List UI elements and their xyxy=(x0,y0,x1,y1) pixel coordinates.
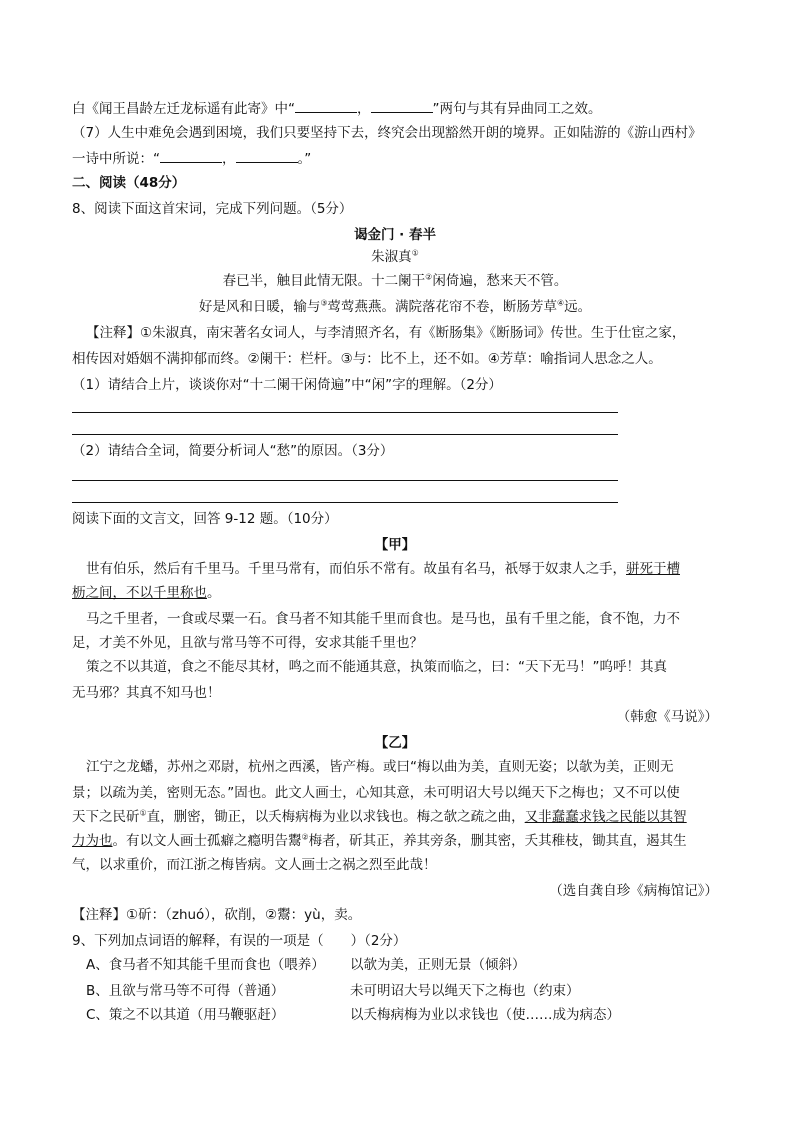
passage-jia-line: 策之不以其道，食之不能尽其材，鸣之而不能通其意，执策而临之，曰：“天下无马！”呜呼！其真 xyxy=(86,659,667,675)
question-8-intro: 8、阅读下面这首宋词，完成下列问题。（5分） xyxy=(72,201,353,217)
passage-yi-line: 江宁之龙蟠，苏州之邓尉，杭州之西溪，皆产梅。或曰“梅以曲为美，直则无姿；以欹为美，正则无 xyxy=(86,759,674,775)
option-a[interactable]: A、食马者不知其能千里而食也（喂养） xyxy=(86,957,325,973)
poem-line-2: 好是风和日暖，输与③莺莺燕燕。满院落花帘不卷，断肠芳草④远。 xyxy=(198,298,592,315)
passage-yi-title: 【乙】 xyxy=(374,735,416,751)
question-9: 9、下列加点词语的解释，有误的一项是（ ）（2分） xyxy=(72,933,407,949)
poem-line-1: 春已半，触目此情无限。十二阑干②闲倚遍，愁来天不管。 xyxy=(222,272,568,289)
poem-title: 谒金门 · 春半 xyxy=(353,227,437,243)
option-b-right: 未可明诏大号以绳天下之梅也（约束） xyxy=(350,983,580,999)
passage-yi-source: （选自龚自珍《病梅馆记》） xyxy=(549,883,718,899)
underlined-sentence: 枥之间，不以千里称也 xyxy=(72,585,207,601)
passage-yi-note: 【注释】①斫：（zhuó），砍削，②鬻：yù，卖。 xyxy=(72,907,362,923)
passage-jia-line: 无马邪？其真不知马也！ xyxy=(72,685,221,701)
underlined-sentence: 又非蠢蠢求钱之民能以其智 xyxy=(524,809,687,825)
answer-line[interactable] xyxy=(72,434,618,435)
poem-note: 【注释】①朱淑真，南宋著名女词人，与李清照齐名，有《断肠集》《断肠词》传世。生于仕宦之家， xyxy=(86,325,686,341)
option-a-right: 以欹为美，正则无景（倾斜） xyxy=(350,957,526,973)
poetry-line-7-end: 白《闻王昌龄左迁龙标遥有此寄》中“ ， ”两句与其有异曲同工之效。 xyxy=(72,101,602,117)
passage-jia-source: （韩愈《马说》） xyxy=(616,709,718,725)
answer-blank[interactable] xyxy=(371,100,433,113)
answer-blank[interactable] xyxy=(160,150,222,163)
poetry-text: 白《闻王昌龄左迁龙标遥有此寄》中“ xyxy=(72,101,295,117)
passage-jia-title: 【甲】 xyxy=(374,537,416,553)
answer-line[interactable] xyxy=(72,480,618,481)
option-c-right: 以夭梅病梅为业以求钱也（使……成为病态） xyxy=(350,1007,620,1023)
passage-yi-line: 景；以疏为美，密则无态。”固也。此文人画士，心知其意，未可明诏大号以绳天下之梅也；又不可以使 xyxy=(72,785,680,801)
passage-jia-line: 马之千里者，一食或尽粟一石。食马者不知其能千里而食也。是马也，虽有千里之能，食不饱，力不 xyxy=(86,611,680,627)
answer-line[interactable] xyxy=(72,502,618,503)
question-8-2: （2）请结合全词，简要分析词人“愁”的原因。（3分） xyxy=(72,443,394,459)
passage-yi-line: 气，以求重价，而江浙之梅皆病。文人画士之祸之烈至此哉！ xyxy=(72,857,437,873)
passage-yi-line: 力为也。有以文人画士孤癖之瘾明告鬻②梅者，斫其正，养其旁条，删其密，夭其稚枝，锄其直，遏其生 xyxy=(72,832,687,849)
option-b[interactable]: B、且欲与常马等不可得（普通） xyxy=(86,983,285,999)
question-8-1: （1）请结合上片，谈谈你对“十二阑干闲倚遍”中“闲”字的理解。（2分） xyxy=(72,377,502,393)
underlined-sentence: 骈死于槽 xyxy=(626,561,680,577)
wenyan-intro: 阅读下面的文言文，回答 9-12 题。（10分） xyxy=(72,511,338,527)
answer-blank[interactable] xyxy=(295,100,357,113)
answer-blank[interactable] xyxy=(236,150,298,163)
underlined-sentence: 力为也 xyxy=(72,833,113,849)
passage-yi-line: 天下之民斫①直，删密，锄正，以夭梅病梅为业以求钱也。梅之欹之疏之曲，又非蠢蠢求钱之民能以其智 xyxy=(72,808,687,825)
poem-note: 相传因对婚姻不满抑郁而终。②阑干：栏杆。③与：比不上，还不如。④芳草：喻指词人思念之人。 xyxy=(72,351,662,367)
passage-jia-line: 足，才美不外见，且欲与常马等不可得，安求其能千里也？ xyxy=(72,635,423,651)
answer-line[interactable] xyxy=(72,412,618,413)
question-7-fill: 一诗中所说：“ ， 。” xyxy=(72,151,312,167)
question-7: （7）人生中难免会遇到困境，我们只要坚持下去，终究会出现豁然开朗的境界。正如陆游的《游山西村》 xyxy=(72,125,702,141)
passage-jia-line: 枥之间，不以千里称也。 xyxy=(72,585,221,601)
poem-author: 朱淑真① xyxy=(371,248,419,265)
option-c[interactable]: C、策之不以其道（用马鞭驱赶） xyxy=(86,1007,285,1023)
section-title: 二、阅读（48分） xyxy=(72,175,186,191)
passage-jia-line: 世有伯乐，然后有千里马。千里马常有，而伯乐不常有。故虽有名马，祇辱于奴隶人之手，骈死于槽 xyxy=(86,561,680,577)
